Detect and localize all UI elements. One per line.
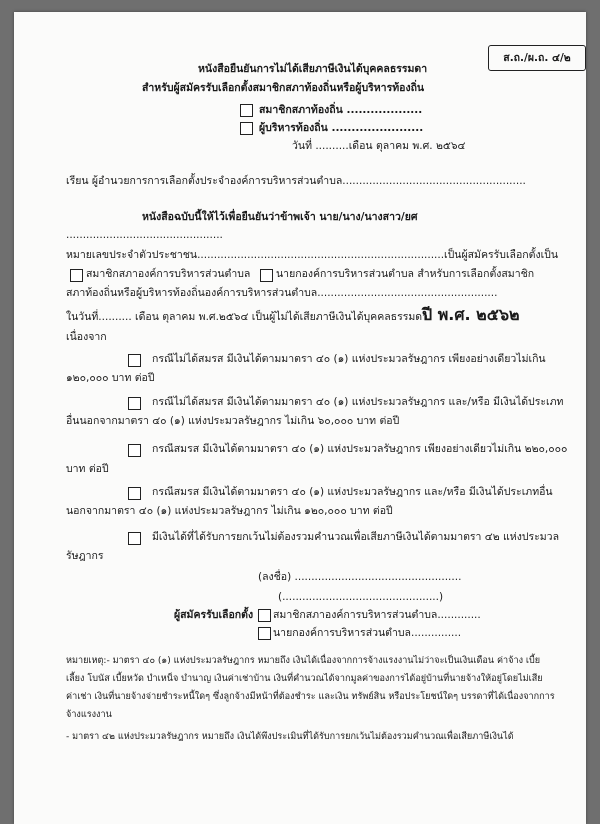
- form-title-line1: หนังสือยืนยันการไม่ได้เสียภาษีเงินได้บุคคลธรรมดา: [198, 63, 428, 75]
- signer-executive-label: นายกองค์การบริหารส่วนตำบล...............: [273, 627, 462, 639]
- case-1-text: กรณีไม่ได้สมรส มีเงินได้ตามมาตรา ๔๐ (๑) แห่งประมวลรัษฎากร เพียงอย่างเดียวไม่เกิน: [152, 353, 546, 365]
- footnote-line-3: ค่าเช่า เงินที่นายจ้างจ่ายชำระหนี้ใดๆ ซึ่งลูกจ้างมีหน้าที่ต้องชำระ และเงิน ทรัพย์สิน หรือประโยชน์ใดๆ บรรดาที่ได้เนื่องจากการ: [66, 692, 555, 702]
- candidate-member-label: สมาชิกสภาองค์การบริหารส่วนตำบล: [86, 268, 251, 280]
- case-3-text-cont: บาท ต่อปี: [66, 463, 109, 475]
- statement-intro: หนังสือฉบับนี้ให้ไว้เพื่อยืนยันว่าข้าพเจ้า นาย/นาง/นางสาว/ยศ: [142, 211, 418, 223]
- tax-year-line: ในวันที่.......... เดือน ตุลาคม พ.ศ.๒๕๖๔ เป็นผู้ไม่ได้เสียภาษีเงินได้บุคคลธรรมดา: [66, 311, 428, 323]
- tax-year-heading: ปี พ.ศ. ๒๕๖๒: [422, 305, 520, 324]
- header-date-line: วันที่ ..........เดือน ตุลาคม พ.ศ. ๒๕๖๔: [292, 140, 466, 152]
- council-name-line: สภาท้องถิ่นหรือผู้บริหารท้องถิ่นองค์การบริหารส่วนตำบล......................................................: [66, 287, 498, 299]
- form-page: [14, 12, 586, 824]
- checkbox-signer-member[interactable]: [258, 609, 271, 622]
- checkbox-signer-executive[interactable]: [258, 627, 271, 640]
- checkbox-case-4[interactable]: [128, 487, 141, 500]
- footnote-line-2: เลี้ยง โบนัส เบี้ยหวัด บำเหน็จ บำนาญ เงินค่าเช่าบ้าน เงินที่คำนวณได้จากมูลค่าของการได้อยู่บ้านที่นายจ้างให้อยู่โดยไม่เสีย: [66, 674, 543, 684]
- candidate-executive-label: นายกองค์การบริหารส่วนตำบล สำหรับการเลือกตั้งสมาชิก: [276, 268, 535, 280]
- form-title-line2: สำหรับผู้สมัครรับเลือกตั้งสมาชิกสภาท้องถิ่นหรือผู้บริหารท้องถิ่น: [142, 82, 425, 94]
- addressee-line: เรียน ผู้อำนวยการการเลือกตั้งประจำองค์การบริหารส่วนตำบล.......................................................: [66, 175, 526, 187]
- signer-role-label: ผู้สมัครรับเลือกตั้ง: [174, 609, 254, 621]
- checkbox-case-2[interactable]: [128, 397, 141, 410]
- case-4-text-cont: นอกจากมาตรา ๔๐ (๑) แห่งประมวลรัษฎากร ไม่เกิน ๑๒๐,๐๐๐ บาท ต่อปี: [66, 505, 393, 517]
- case-2-text-cont: อื่นนอกจากมาตรา ๔๐ (๑) แห่งประมวลรัษฎากร ไม่เกิน ๖๐,๐๐๐ บาท ต่อปี: [66, 415, 400, 427]
- signature-name-line: (...............................................): [278, 591, 444, 603]
- name-field-dots: ...............................................: [66, 229, 223, 241]
- checkbox-case-1[interactable]: [128, 354, 141, 367]
- checkbox-case-3[interactable]: [128, 444, 141, 457]
- option-local-council-member: สมาชิกสภาท้องถิ่น ...................: [259, 104, 423, 116]
- checkbox-case-5[interactable]: [128, 532, 141, 545]
- case-4-text: กรณีสมรส มีเงินได้ตามมาตรา ๔๐ (๑) แห่งประมวลรัษฎากร และ/หรือ มีเงินได้ประเภทอื่น: [152, 486, 553, 498]
- signature-line: (ลงชื่อ) ..................................................: [258, 571, 462, 583]
- checkbox-local-council-member[interactable]: [240, 104, 253, 117]
- option-local-executive: ผู้บริหารท้องถิ่น .......................: [259, 122, 424, 134]
- signer-member-label: สมาชิกสภาองค์การบริหารส่วนตำบล.............: [273, 609, 481, 621]
- form-code-box: ส.ถ./ผ.ถ. ๔/๒: [488, 45, 586, 71]
- citizen-id-line: หมายเลขประจำตัวประชาชน..........................................................................เป็นผู้สมัครรับเลือกตั้งเป็น: [66, 249, 559, 261]
- case-3-text: กรณีสมรส มีเงินได้ตามมาตรา ๔๐ (๑) แห่งประมวลรัษฎากร เพียงอย่างเดียวไม่เกิน ๒๒๐,๐๐๐: [152, 443, 568, 455]
- footnote-line-4: จ้างแรงงาน: [66, 710, 112, 720]
- checkbox-candidate-member[interactable]: [70, 269, 83, 282]
- case-5-text: มีเงินได้ที่ได้รับการยกเว้นไม่ต้องรวมคำนวณเพื่อเสียภาษีเงินได้ตามมาตรา ๔๒ แห่งประมวล: [152, 531, 560, 543]
- checkbox-local-executive[interactable]: [240, 122, 253, 135]
- case-1-text-cont: ๑๒๐,๐๐๐ บาท ต่อปี: [66, 372, 155, 384]
- because-label: เนื่องจาก: [66, 331, 107, 343]
- case-2-text: กรณีไม่ได้สมรส มีเงินได้ตามมาตรา ๔๐ (๑) แห่งประมวลรัษฎากร และ/หรือ มีเงินได้ประเภท: [152, 396, 564, 408]
- case-5-text-cont: รัษฎากร: [66, 550, 104, 562]
- checkbox-candidate-executive[interactable]: [260, 269, 273, 282]
- footnote-line-5: - มาตรา ๔๒ แห่งประมวลรัษฎากร หมายถึง เงินได้พึงประเมินที่ได้รับการยกเว้นไม่ต้องรวมคำนวณเพื่อเสียภาษีเงินได้: [66, 732, 514, 742]
- footnote-line-1: หมายเหตุ:- มาตรา ๔๐ (๑) แห่งประมวลรัษฎากร หมายถึง เงินได้เนื่องจากการจ้างแรงงานไม่ว่าจะเป็นเงินเดือน ค่าจ้าง เบี้ย: [66, 656, 541, 666]
